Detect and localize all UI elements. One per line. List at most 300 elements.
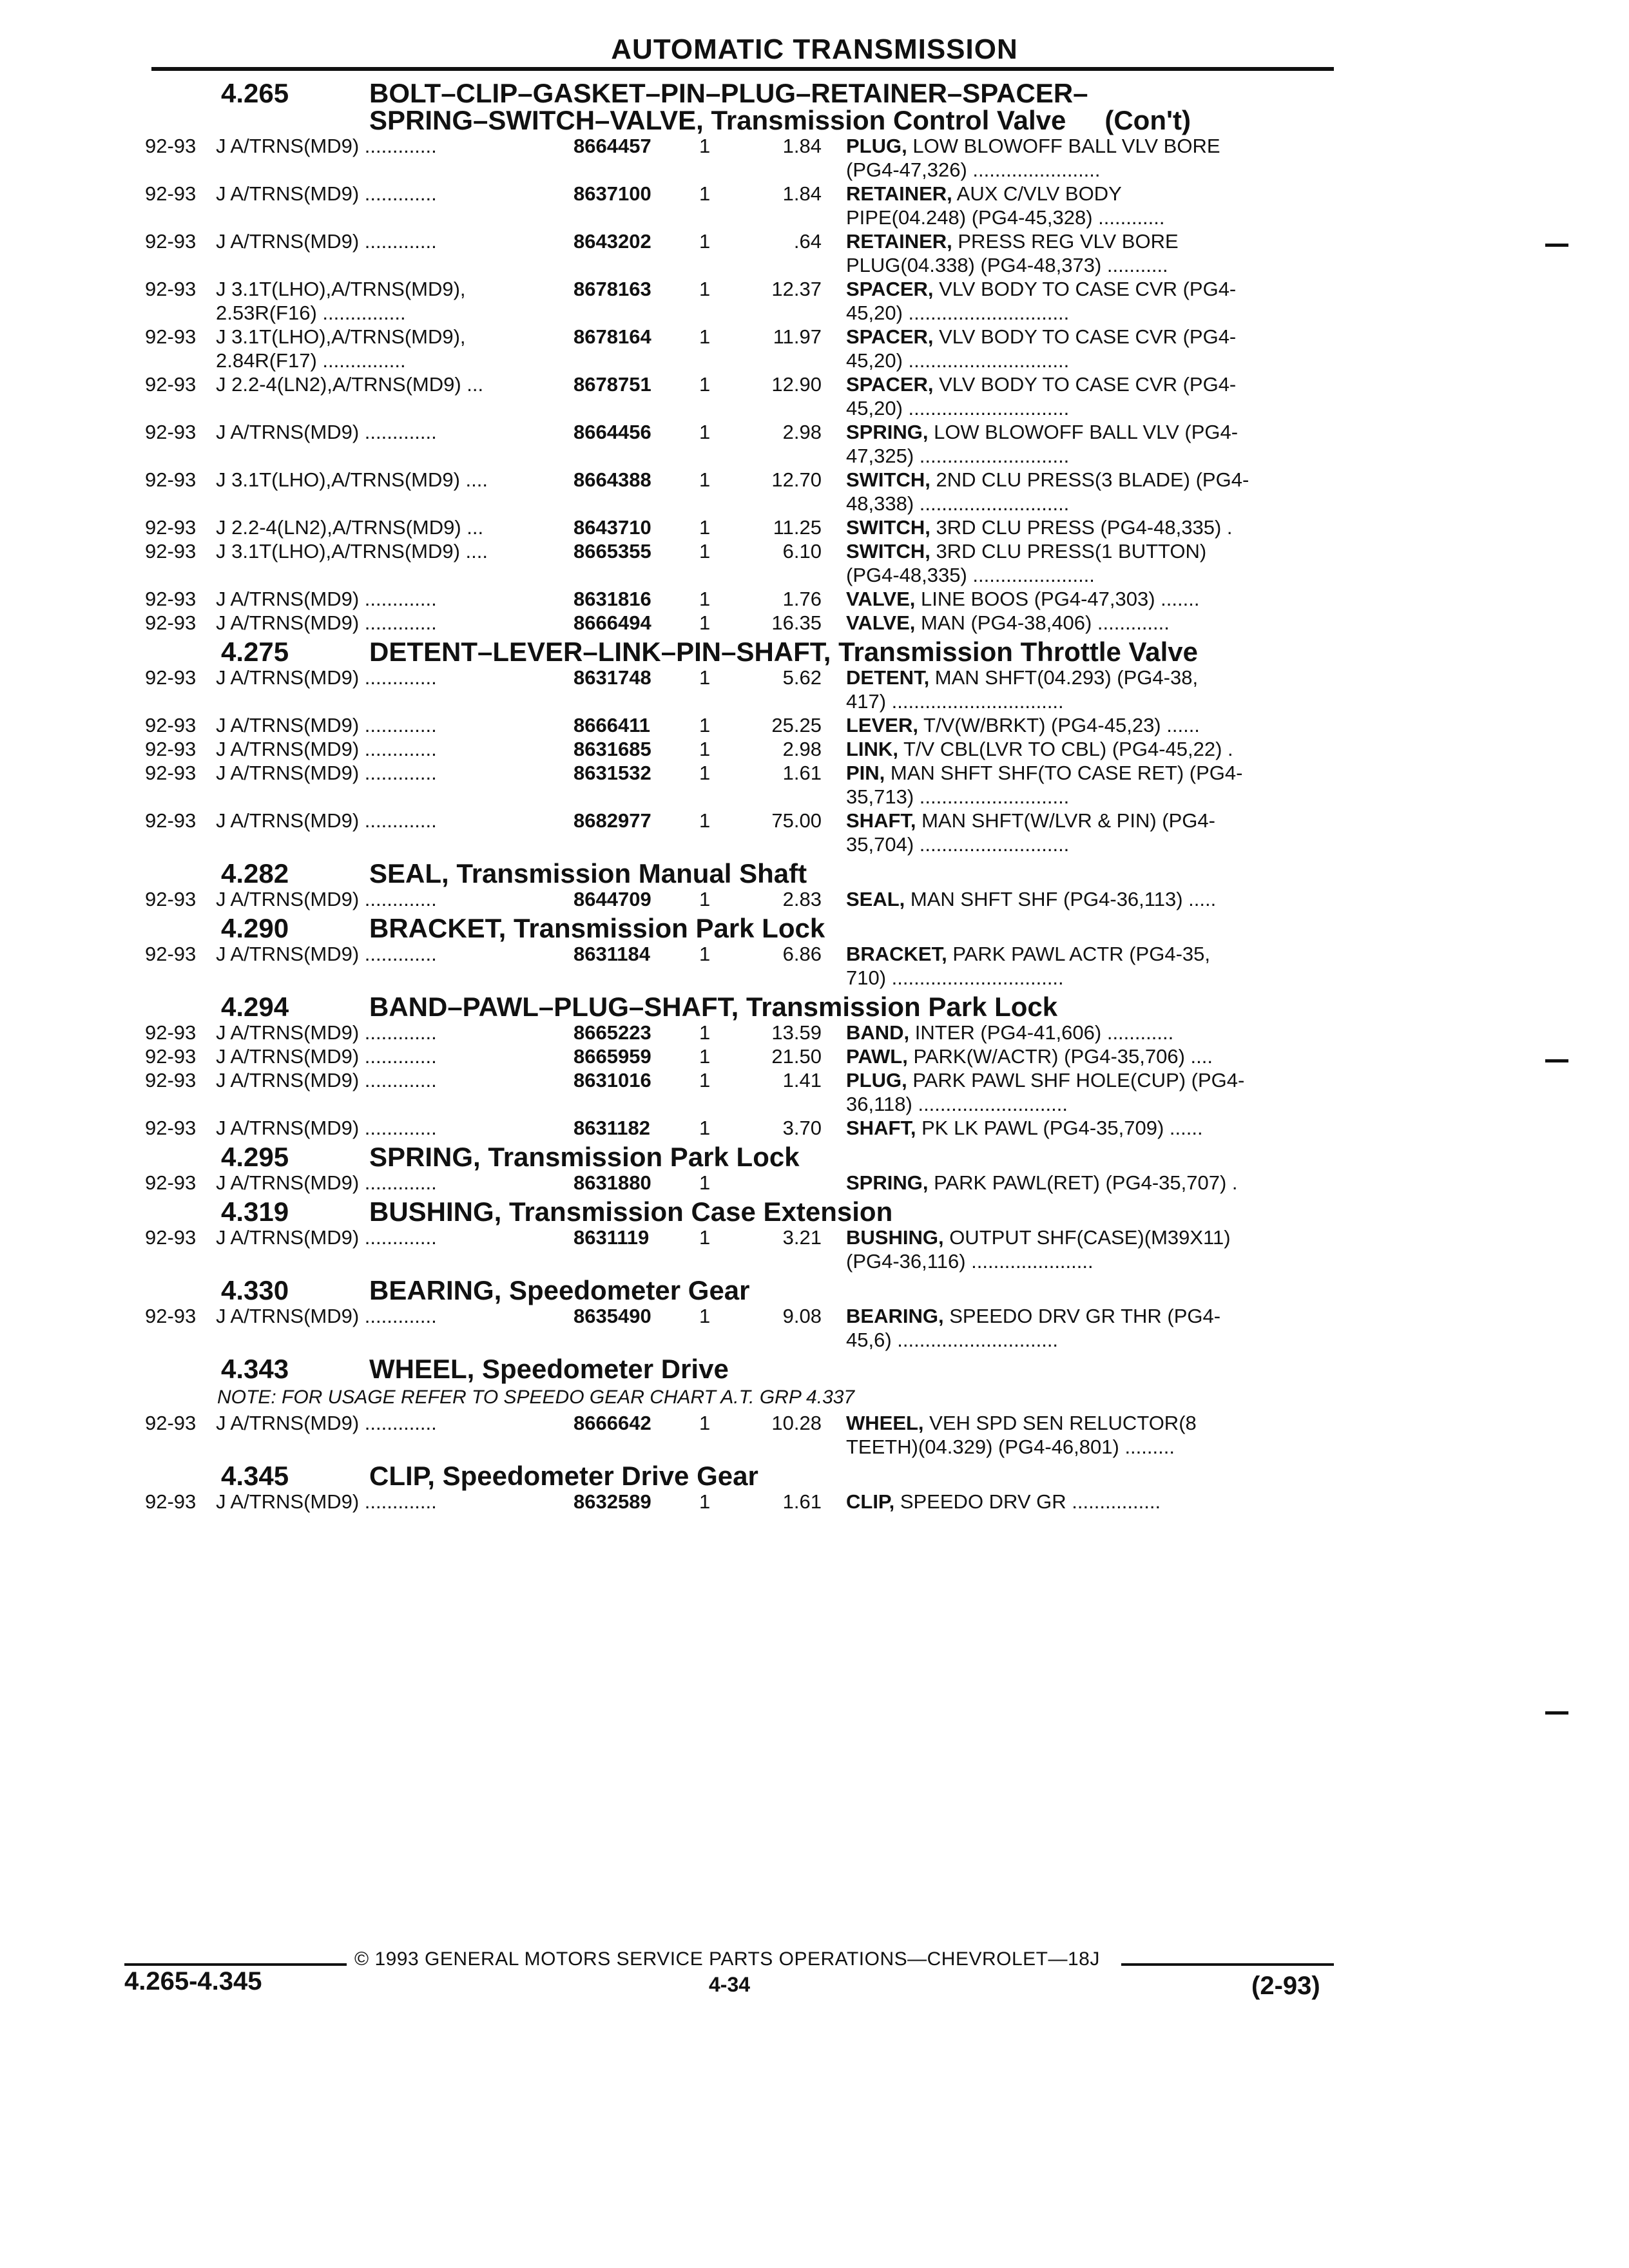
model-years: 92-93 — [145, 809, 197, 832]
part-number: 8631184 — [574, 943, 650, 965]
quantity: 1 — [699, 888, 711, 910]
part-name: SPRING, — [846, 421, 929, 443]
quantity: 1 — [699, 1045, 711, 1068]
part-description — [846, 713, 1344, 737]
quantity: 1 — [699, 1021, 711, 1044]
model-years: 92-93 — [145, 738, 197, 760]
part-detail: PRESS REG VLV BORE PLUG(04.338) (PG4-48,373) ........... — [846, 230, 1179, 276]
part-description — [846, 182, 1344, 229]
quantity: 1 — [699, 516, 711, 539]
model-years: 92-93 — [145, 516, 197, 539]
section-title — [369, 1144, 1344, 1171]
part-number: 8665355 — [574, 540, 651, 562]
part-name: SEAL, — [846, 888, 905, 910]
section-title — [369, 915, 1344, 942]
part-name: VALVE, — [846, 611, 916, 634]
part-row — [145, 887, 1344, 911]
part-description — [846, 372, 1344, 420]
quantity: 1 — [699, 325, 711, 348]
usage-code: J 3.1T(LHO),A/TRNS(MD9), 2.53R(F16) ............... — [216, 278, 466, 324]
model-years: 92-93 — [145, 714, 197, 736]
parts-section — [145, 860, 1344, 911]
usage-code: J A/TRNS(MD9) ............. — [216, 1226, 437, 1249]
part-detail: 3RD CLU PRESS (PG4-48,335) . — [930, 516, 1233, 539]
list-price: 2.83 — [782, 888, 822, 910]
part-row — [145, 713, 1344, 737]
model-years: 92-93 — [145, 1226, 197, 1249]
model-years: 92-93 — [145, 373, 197, 396]
part-number: 8631685 — [574, 738, 651, 760]
usage-code: J A/TRNS(MD9) ............. — [216, 1069, 437, 1091]
part-row — [145, 761, 1344, 809]
part-name: PAWL, — [846, 1045, 908, 1068]
usage-code: J A/TRNS(MD9) ............. — [216, 738, 437, 760]
part-description — [846, 887, 1344, 911]
part-number: 8666494 — [574, 611, 651, 634]
model-years: 92-93 — [145, 230, 197, 253]
part-number: 8631182 — [574, 1117, 650, 1139]
list-price: .64 — [793, 230, 822, 253]
part-row — [145, 942, 1344, 990]
model-years: 92-93 — [145, 1069, 197, 1091]
section-heading — [145, 994, 1344, 1021]
quantity: 1 — [699, 611, 711, 634]
part-number: 8631016 — [574, 1069, 651, 1091]
section-title — [369, 1198, 1344, 1225]
part-description — [846, 1171, 1344, 1195]
list-price: 5.62 — [782, 666, 822, 689]
section-title — [369, 994, 1344, 1021]
quantity: 1 — [699, 1490, 711, 1513]
part-description — [846, 942, 1344, 990]
part-row — [145, 1116, 1344, 1140]
section-title-text: DETENT–LEVER–LINK–PIN–SHAFT, Transmission Throttle Valve — [369, 637, 1198, 667]
part-description — [846, 666, 1344, 713]
section-number: 4.330 — [221, 1275, 289, 1305]
quantity: 1 — [699, 738, 711, 760]
section-heading — [145, 860, 1344, 887]
parts-list — [145, 76, 1344, 1514]
part-number: 8664388 — [574, 468, 651, 491]
model-years: 92-93 — [145, 666, 197, 689]
section-title — [369, 1356, 1344, 1383]
quantity: 1 — [699, 809, 711, 832]
model-years: 92-93 — [145, 421, 197, 443]
section-heading — [145, 1198, 1344, 1225]
part-name: SPACER, — [846, 325, 934, 348]
part-detail: AUX C/VLV BODY PIPE(04.248) (PG4-45,328) ............ — [846, 182, 1165, 229]
list-price: 3.70 — [782, 1117, 822, 1139]
part-detail: VLV BODY TO CASE CVR (PG4- 45,20) ............................. — [846, 278, 1237, 324]
part-number: 8631748 — [574, 666, 651, 689]
usage-code: J A/TRNS(MD9) ............. — [216, 182, 437, 205]
part-name: BUSHING, — [846, 1226, 944, 1249]
model-years: 92-93 — [145, 1412, 197, 1434]
part-description — [846, 587, 1344, 611]
parts-section — [145, 915, 1344, 990]
parts-section — [145, 1198, 1344, 1273]
part-detail: VLV BODY TO CASE CVR (PG4- 45,20) ............................. — [846, 325, 1237, 372]
section-title-text: BRACKET, Transmission Park Lock — [369, 913, 825, 943]
part-description — [846, 1021, 1344, 1044]
part-name: WHEEL, — [846, 1412, 924, 1434]
list-price: 3.21 — [782, 1226, 822, 1249]
part-detail: PK LK PAWL (PG4-35,709) ...... — [916, 1117, 1203, 1139]
part-detail: PARK PAWL ACTR (PG4-35, 710) ............................... — [846, 943, 1211, 989]
section-title — [369, 1463, 1344, 1490]
section-number: 4.345 — [221, 1461, 289, 1491]
part-description — [846, 1490, 1344, 1514]
part-number: 8632589 — [574, 1490, 651, 1513]
quantity: 1 — [699, 1226, 711, 1249]
model-years: 92-93 — [145, 611, 197, 634]
parts-section — [145, 639, 1344, 856]
model-years: 92-93 — [145, 135, 197, 157]
part-detail: T/V CBL(LVR TO CBL) (PG4-45,22) . — [898, 738, 1233, 760]
usage-note: NOTE: FOR USAGE REFER TO SPEEDO GEAR CHART A.T. GRP 4.337 — [217, 1387, 855, 1408]
model-years: 92-93 — [145, 468, 197, 491]
list-price: 12.70 — [771, 468, 822, 491]
list-price: 13.59 — [771, 1021, 822, 1044]
list-price: 2.98 — [782, 421, 822, 443]
part-detail: PARK PAWL SHF HOLE(CUP) (PG4- 36,118) ........................... — [846, 1069, 1245, 1115]
part-name: BEARING, — [846, 1305, 944, 1327]
part-name: PLUG, — [846, 135, 907, 157]
list-price: 1.41 — [782, 1069, 822, 1091]
list-price: 10.28 — [771, 1412, 822, 1434]
section-number: 4.275 — [221, 637, 289, 667]
section-number: 4.294 — [221, 992, 289, 1022]
usage-code: J 2.2-4(LN2),A/TRNS(MD9) ... — [216, 373, 484, 396]
list-price: 1.61 — [782, 762, 822, 784]
part-detail: LOW BLOWOFF BALL VLV (PG4- 47,325) ........................... — [846, 421, 1239, 467]
part-description — [846, 1225, 1344, 1273]
part-name: SPRING, — [846, 1171, 929, 1194]
list-price: 1.84 — [782, 182, 822, 205]
part-description — [846, 1068, 1344, 1116]
part-detail: MAN SHFT(W/LVR & PIN) (PG4- 35,704) ........................... — [846, 809, 1215, 856]
list-price: 75.00 — [771, 809, 822, 832]
section-heading — [145, 1463, 1344, 1490]
part-name: LEVER, — [846, 714, 918, 736]
footer-section-range: 4.265-4.345 — [124, 1967, 262, 1995]
section-heading — [145, 1356, 1344, 1383]
part-number: 8631532 — [574, 762, 651, 784]
part-number: 8631880 — [574, 1171, 651, 1194]
section-number: 4.290 — [221, 913, 289, 943]
part-detail: SPEEDO DRV GR ................ — [894, 1490, 1161, 1513]
part-row — [145, 1304, 1344, 1352]
part-number: 8644709 — [574, 888, 651, 910]
model-years: 92-93 — [145, 1305, 197, 1327]
part-description — [846, 737, 1344, 761]
section-title-text: BOLT–CLIP–GASKET–PIN–PLUG–RETAINER–SPACER– SPRING–SWITCH–VALVE, Transmission Control Valve — [369, 78, 1088, 135]
part-detail: SPEEDO DRV GR THR (PG4- 45,6) ............................. — [846, 1305, 1221, 1351]
usage-code: J 3.1T(LHO),A/TRNS(MD9) .... — [216, 468, 488, 491]
part-name: BAND, — [846, 1021, 910, 1044]
quantity: 1 — [699, 182, 711, 205]
part-number: 8643202 — [574, 230, 651, 253]
part-name: PLUG, — [846, 1069, 907, 1091]
part-number: 8635490 — [574, 1305, 651, 1327]
part-detail: MAN SHFT SHF (PG4-36,113) ..... — [905, 888, 1217, 910]
part-row — [145, 1411, 1344, 1459]
quantity: 1 — [699, 943, 711, 965]
usage-code: J A/TRNS(MD9) ............. — [216, 421, 437, 443]
part-row — [145, 372, 1344, 420]
usage-code: J 3.1T(LHO),A/TRNS(MD9), 2.84R(F17) ............... — [216, 325, 466, 372]
usage-code: J A/TRNS(MD9) ............. — [216, 1412, 437, 1434]
part-description — [846, 539, 1344, 587]
model-years: 92-93 — [145, 1117, 197, 1139]
header-rule — [151, 67, 1334, 71]
part-row — [145, 611, 1344, 635]
part-row — [145, 182, 1344, 229]
part-description — [846, 134, 1344, 182]
part-detail: OUTPUT SHF(CASE)(M39X11) (PG4-36,116) ...................... — [846, 1226, 1231, 1273]
model-years: 92-93 — [145, 888, 197, 910]
section-title — [369, 639, 1344, 666]
parts-section — [145, 1356, 1344, 1459]
quantity: 1 — [699, 468, 711, 491]
list-price: 12.90 — [771, 373, 822, 396]
quantity: 1 — [699, 1069, 711, 1091]
part-name: SWITCH, — [846, 516, 930, 539]
footer-copyright: © 1993 GENERAL MOTORS SERVICE PARTS OPERATIONS—CHEVROLET—18J — [354, 1948, 1100, 1970]
part-name: RETAINER, — [846, 182, 952, 205]
usage-code: J 3.1T(LHO),A/TRNS(MD9) .... — [216, 540, 488, 562]
quantity: 1 — [699, 588, 711, 610]
part-description — [846, 611, 1344, 635]
part-description — [846, 515, 1344, 539]
model-years: 92-93 — [145, 182, 197, 205]
part-detail: PARK PAWL(RET) (PG4-35,707) . — [928, 1171, 1238, 1194]
part-description — [846, 420, 1344, 468]
parts-section — [145, 994, 1344, 1140]
part-number: 8643710 — [574, 516, 651, 539]
part-number: 8637100 — [574, 182, 651, 205]
list-price: 25.25 — [771, 714, 822, 736]
parts-section — [145, 1144, 1344, 1195]
part-row — [145, 468, 1344, 515]
part-number: 8631816 — [574, 588, 651, 610]
model-years: 92-93 — [145, 1021, 197, 1044]
part-row — [145, 1171, 1344, 1195]
part-number: 8665223 — [574, 1021, 651, 1044]
usage-code: J A/TRNS(MD9) ............. — [216, 1045, 437, 1068]
quantity: 1 — [699, 373, 711, 396]
part-description — [846, 761, 1344, 809]
section-title-text: BAND–PAWL–PLUG–SHAFT, Transmission Park Lock — [369, 992, 1058, 1022]
part-name: RETAINER, — [846, 230, 952, 253]
quantity: 1 — [699, 762, 711, 784]
quantity: 1 — [699, 666, 711, 689]
section-heading — [145, 1277, 1344, 1304]
part-row — [145, 1490, 1344, 1514]
part-detail: 3RD CLU PRESS(1 BUTTON) (PG4-48,335) ...................... — [846, 540, 1207, 586]
part-row — [145, 277, 1344, 325]
part-row — [145, 1068, 1344, 1116]
part-detail: VLV BODY TO CASE CVR (PG4- 45,20) ............................. — [846, 373, 1237, 419]
part-number: 8678751 — [574, 373, 651, 396]
model-years: 92-93 — [145, 1171, 197, 1194]
section-number: 4.282 — [221, 858, 289, 889]
part-name: PIN, — [846, 762, 885, 784]
usage-code: J A/TRNS(MD9) ............. — [216, 611, 437, 634]
quantity: 1 — [699, 421, 711, 443]
part-name: LINK, — [846, 738, 898, 760]
list-price: 2.98 — [782, 738, 822, 760]
part-number: 8665959 — [574, 1045, 651, 1068]
section-title-text: BEARING, Speedometer Gear — [369, 1275, 750, 1305]
part-description — [846, 1304, 1344, 1352]
list-price: 1.61 — [782, 1490, 822, 1513]
usage-code: J 2.2-4(LN2),A/TRNS(MD9) ... — [216, 516, 484, 539]
part-detail: VEH SPD SEN RELUCTOR(8 TEETH)(04.329) (PG4-46,801) ......... — [846, 1412, 1197, 1458]
part-detail: MAN SHFT SHF(TO CASE RET) (PG4- 35,713) ........................... — [846, 762, 1243, 808]
quantity: 1 — [699, 714, 711, 736]
part-name: SWITCH, — [846, 540, 930, 562]
part-row — [145, 134, 1344, 182]
section-title-text: CLIP, Speedometer Drive Gear — [369, 1461, 758, 1491]
quantity: 1 — [699, 230, 711, 253]
footer-date-code: (2-93) — [1251, 1972, 1320, 2000]
model-years: 92-93 — [145, 588, 197, 610]
quantity: 1 — [699, 135, 711, 157]
usage-code: J A/TRNS(MD9) ............. — [216, 1490, 437, 1513]
list-price: 21.50 — [771, 1045, 822, 1068]
part-name: DETENT, — [846, 666, 930, 689]
part-description — [846, 468, 1344, 515]
section-title-text: SEAL, Transmission Manual Shaft — [369, 858, 807, 889]
usage-code: J A/TRNS(MD9) ............. — [216, 666, 437, 689]
part-description — [846, 277, 1344, 325]
list-price: 6.10 — [782, 540, 822, 562]
part-detail: LOW BLOWOFF BALL VLV BORE (PG4-47,326) ....................... — [846, 135, 1220, 181]
part-row — [145, 1225, 1344, 1273]
model-years: 92-93 — [145, 762, 197, 784]
part-description — [846, 1116, 1344, 1140]
part-name: SHAFT, — [846, 809, 916, 832]
part-description — [846, 1044, 1344, 1068]
part-row — [145, 1044, 1344, 1068]
usage-code: J A/TRNS(MD9) ............. — [216, 888, 437, 910]
footer-page-number: 4-34 — [709, 1973, 751, 1996]
section-heading — [145, 639, 1344, 666]
list-price: 11.97 — [773, 325, 822, 348]
list-price: 16.35 — [771, 611, 822, 634]
list-price: 11.25 — [773, 516, 822, 539]
list-price: 6.86 — [782, 943, 822, 965]
quantity: 1 — [699, 1171, 711, 1194]
usage-code: J A/TRNS(MD9) ............. — [216, 1021, 437, 1044]
part-number: 8664457 — [574, 135, 651, 157]
quantity: 1 — [699, 278, 711, 300]
margin-mark — [1545, 1059, 1568, 1062]
part-number: 8678163 — [574, 278, 651, 300]
section-title-text: BUSHING, Transmission Case Extension — [369, 1196, 893, 1227]
list-price: 9.08 — [782, 1305, 822, 1327]
footer-rule-right — [1121, 1963, 1334, 1966]
part-name: BRACKET, — [846, 943, 947, 965]
part-number: 8664456 — [574, 421, 651, 443]
usage-code: J A/TRNS(MD9) ............. — [216, 714, 437, 736]
usage-code: J A/TRNS(MD9) ............. — [216, 762, 437, 784]
part-row — [145, 325, 1344, 372]
model-years: 92-93 — [145, 325, 197, 348]
model-years: 92-93 — [145, 1045, 197, 1068]
section-title-text: WHEEL, Speedometer Drive — [369, 1354, 729, 1384]
part-name: VALVE, — [846, 588, 916, 610]
part-detail: MAN (PG4-38,406) ............. — [915, 611, 1170, 634]
part-row — [145, 737, 1344, 761]
part-description — [846, 1411, 1344, 1459]
part-detail: 2ND CLU PRESS(3 BLADE) (PG4- 48,338) ........................... — [846, 468, 1249, 515]
part-name: CLIP, — [846, 1490, 895, 1513]
part-detail: INTER (PG4-41,606) ............ — [909, 1021, 1174, 1044]
part-detail: PARK(W/ACTR) (PG4-35,706) .... — [907, 1045, 1213, 1068]
list-price: 1.76 — [782, 588, 822, 610]
part-row — [145, 539, 1344, 587]
usage-code: J A/TRNS(MD9) ............. — [216, 1305, 437, 1327]
part-number: 8631119 — [574, 1226, 650, 1249]
parts-section — [145, 1463, 1344, 1514]
quantity: 1 — [699, 1117, 711, 1139]
quantity: 1 — [699, 1412, 711, 1434]
list-price: 12.37 — [771, 278, 822, 300]
part-row — [145, 809, 1344, 856]
part-detail: T/V(W/BRKT) (PG4-45,23) ...... — [918, 714, 1200, 736]
part-number: 8678164 — [574, 325, 651, 348]
parts-section — [145, 1277, 1344, 1352]
section-heading — [145, 1144, 1344, 1171]
section-number: 4.295 — [221, 1142, 289, 1172]
model-years: 92-93 — [145, 278, 197, 300]
footer-rule-left — [124, 1963, 347, 1966]
section-title-text: SPRING, Transmission Park Lock — [369, 1142, 800, 1172]
part-row — [145, 515, 1344, 539]
margin-mark — [1545, 1711, 1568, 1715]
quantity: 1 — [699, 540, 711, 562]
model-years: 92-93 — [145, 1490, 197, 1513]
model-years: 92-93 — [145, 540, 197, 562]
part-number: 8666411 — [574, 714, 650, 736]
part-description — [846, 325, 1344, 372]
usage-code: J A/TRNS(MD9) ............. — [216, 1117, 437, 1139]
section-number: 4.343 — [221, 1354, 289, 1384]
part-row — [145, 587, 1344, 611]
part-name: SPACER, — [846, 373, 934, 396]
usage-code: J A/TRNS(MD9) ............. — [216, 135, 437, 157]
margin-mark — [1545, 244, 1568, 247]
part-detail: MAN SHFT(04.293) (PG4-38, 417) ............................... — [846, 666, 1199, 713]
usage-code: J A/TRNS(MD9) ............. — [216, 230, 437, 253]
part-detail: LINE BOOS (PG4-47,303) ....... — [915, 588, 1200, 610]
usage-code: J A/TRNS(MD9) ............. — [216, 943, 437, 965]
page-header: AUTOMATIC TRANSMISSION — [611, 34, 1018, 65]
part-row — [145, 420, 1344, 468]
part-description — [846, 809, 1344, 856]
section-number: 4.265 — [221, 78, 289, 108]
part-number: 8666642 — [574, 1412, 651, 1434]
quantity: 1 — [699, 1305, 711, 1327]
section-title — [369, 80, 1344, 134]
model-years: 92-93 — [145, 943, 197, 965]
usage-code: J A/TRNS(MD9) ............. — [216, 809, 437, 832]
part-description — [846, 229, 1344, 277]
parts-section — [145, 80, 1344, 635]
list-price: 1.84 — [782, 135, 822, 157]
